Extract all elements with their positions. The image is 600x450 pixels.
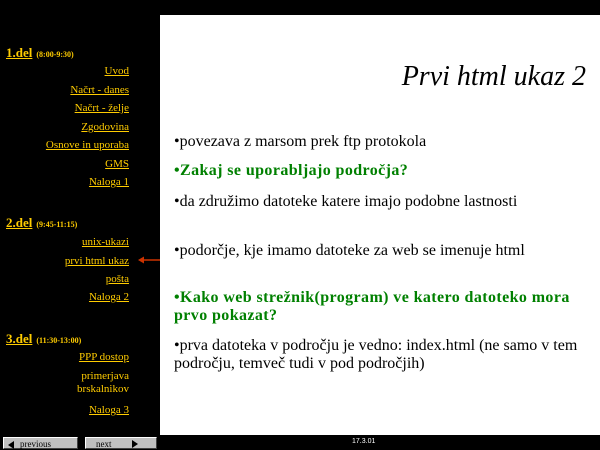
section-2-label[interactable]: 2.del bbox=[6, 215, 33, 230]
bullet-5-question: •Kako web strežnik(program) ve katero datoteko mora prvo pokazat? bbox=[174, 289, 570, 324]
bullet-4: •podorčje, kje imamo datoteke za web se imenuje html bbox=[174, 242, 525, 259]
nav-item-prvi-html-ukaz[interactable]: prvi html ukaz bbox=[64, 255, 129, 267]
section-1-label[interactable]: 1.del bbox=[6, 45, 33, 60]
previous-label: previous bbox=[20, 439, 51, 449]
nav-item-uvod[interactable]: Uvod bbox=[104, 65, 129, 77]
triangle-right-icon bbox=[132, 440, 138, 448]
bullet-1: •povezava z marsom prek ftp protokola bbox=[174, 133, 427, 150]
triangle-left-icon bbox=[8, 441, 14, 449]
nav-item-osnove-in-uporaba[interactable]: Osnove in uporaba bbox=[45, 139, 129, 151]
bullet-6: •prva datoteka v področju je vedno: index.html (ne samo v tem področju, temveč tudi v pod področjih) bbox=[174, 337, 578, 372]
bullet-2-question: •Zakaj se uporabljajo področja? bbox=[174, 162, 409, 179]
nav-item-nacrt-danes[interactable]: Načrt - danes bbox=[70, 84, 129, 96]
top-bar bbox=[0, 0, 600, 15]
section-3-time: (11:30-13:00) bbox=[36, 336, 82, 345]
slide bbox=[160, 15, 600, 435]
nav-item-naloga-1[interactable]: Naloga 1 bbox=[88, 176, 129, 188]
section-2-title[interactable] bbox=[6, 215, 77, 231]
bullet-3: •da združimo datoteke katere imajo podobne lastnosti bbox=[174, 193, 518, 210]
nav-item-naloga-2[interactable]: Naloga 2 bbox=[88, 291, 129, 303]
section-1-title[interactable] bbox=[6, 45, 74, 61]
sidebar bbox=[0, 15, 160, 435]
nav-item-naloga-3[interactable]: Naloga 3 bbox=[88, 404, 129, 416]
slide-date: 17.3.01 bbox=[352, 438, 376, 445]
nav-item-posta[interactable]: pošta bbox=[105, 273, 129, 285]
previous-button[interactable] bbox=[3, 437, 78, 449]
section-3-title[interactable] bbox=[6, 331, 81, 347]
section-3-label[interactable]: 3.del bbox=[6, 331, 33, 346]
nav-item-primerjava-brskalnikov[interactable]: primerjava brskalnikov bbox=[77, 370, 129, 395]
nav-item-unix-ukazi[interactable]: unix-ukazi bbox=[81, 236, 129, 248]
nav-item-ppp-dostop[interactable]: PPP dostop bbox=[78, 351, 129, 363]
nav-item-nacrt-zelje[interactable]: Načrt - želje bbox=[74, 102, 129, 114]
nav-item-gms[interactable]: GMS bbox=[105, 158, 129, 170]
section-1-time: (8:00-9:30) bbox=[36, 50, 74, 59]
arrow-left-icon bbox=[138, 256, 160, 264]
slide-title: Prvi html ukaz 2 bbox=[401, 61, 586, 92]
section-2-time: (9:45-11:15) bbox=[36, 220, 78, 229]
next-button[interactable] bbox=[85, 437, 157, 449]
next-label: next bbox=[96, 439, 112, 449]
nav-item-zgodovina[interactable]: Zgodovina bbox=[81, 121, 129, 133]
